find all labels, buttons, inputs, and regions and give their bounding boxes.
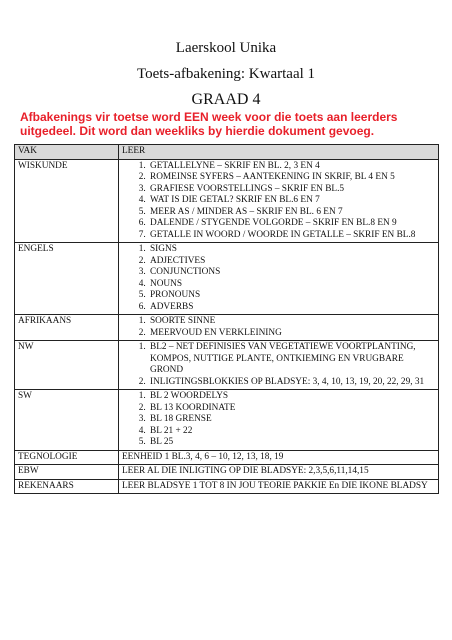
content-cell — [119, 341, 439, 390]
list-item: 1. SIGNS — [148, 244, 435, 256]
subject-cell: EBW — [15, 465, 119, 480]
list-item: 2. MEERVOUD EN VERKLEINING — [148, 328, 435, 340]
subject-cell: TEGNOLOGIE — [15, 450, 119, 465]
list-item: 6. ADVERBS — [148, 302, 435, 314]
list-item: 1. SOORTE SINNE — [148, 316, 435, 328]
list-item: 5. PRONOUNS — [148, 290, 435, 302]
list-item: 1. BL 2 WOORDELYS — [148, 391, 435, 403]
list-item: 1. GETALLELYNE – SKRIF EN BL. 2, 3 EN 4 — [148, 161, 435, 173]
table-row — [15, 479, 439, 494]
content-cell — [119, 390, 439, 451]
table-row — [15, 341, 439, 390]
list-item: 4. NOUNS — [148, 279, 435, 291]
table-row — [15, 390, 439, 451]
list-item: 5. BL 25 — [148, 437, 435, 449]
list-item: 6. DALENDE / STYGENDE VOLGORDE – SKRIF EN BL.8 EN 9 — [148, 218, 435, 230]
topic-list — [122, 342, 435, 388]
subject-cell: AFRIKAANS — [15, 315, 119, 341]
list-item: 3. GRAFIESE VOORSTELLINGS – SKRIF EN BL.5 — [148, 184, 435, 196]
list-item: 2. ADJECTIVES — [148, 256, 435, 268]
topic-list — [122, 161, 435, 242]
content-cell — [119, 159, 439, 243]
table-row — [15, 159, 439, 243]
subject-cell: REKENAARS — [15, 479, 119, 494]
topic-list — [122, 391, 435, 449]
list-item: 1. BL2 – NET DEFINISIES VAN VEGETATIEWE VOORTPLANTING, KOMPOS, NUTTIGE PLANTE, ONTKIEMING EN VRUGBARE GROND — [148, 342, 435, 377]
list-item: 2. INLIGTINGSBLOKKIES OP BLADSYE: 3, 4, 10, 13, 19, 20, 22, 29, 31 — [148, 377, 435, 389]
content-cell: EENHEID 1 BL.3, 4, 6 – 10, 12, 13, 18, 19 — [119, 450, 439, 465]
school-name: Laerskool Unika — [175, 40, 277, 56]
table-row — [15, 315, 439, 341]
content-cell: LEER AL DIE INLIGTING OP DIE BLADSYE: 2,3,5,6,11,14,15 — [119, 465, 439, 480]
list-item: 3. CONJUNCTIONS — [148, 267, 435, 279]
table-row — [15, 450, 439, 465]
topic-list — [122, 244, 435, 313]
table-row — [15, 243, 439, 315]
subject-cell: NW — [15, 341, 119, 390]
grade-heading: GRAAD 4 — [191, 91, 261, 108]
content-cell: LEER BLADSYE 1 TOT 8 IN JOU TEORIE PAKKIE En DIE IKONE BLADSY — [119, 479, 439, 494]
content-cell — [119, 243, 439, 315]
scope-table — [14, 144, 439, 494]
table-header-row — [15, 145, 439, 160]
list-item: 4. BL 21 + 22 — [148, 426, 435, 438]
header-learn: LEER — [119, 145, 439, 160]
list-item: 2. BL 13 KOORDINATE — [148, 403, 435, 415]
subject-cell: WISKUNDE — [15, 159, 119, 243]
content-cell — [119, 315, 439, 341]
table-row — [15, 465, 439, 480]
header-subject: VAK — [15, 145, 119, 160]
notice-text: Afbakenings vir toetse word EEN week voor die toets aan leerders uitgedeel. Dit word dan weekliks by hierdie dokument gevoeg. — [20, 110, 398, 138]
topic-list — [122, 316, 435, 339]
list-item: 4. WAT IS DIE GETAL? SKRIF EN BL.6 EN 7 — [148, 195, 435, 207]
list-item: 2. ROMEINSE SYFERS – AANTEKENING IN SKRIF, BL 4 EN 5 — [148, 172, 435, 184]
list-item: 3. BL 18 GRENSE — [148, 414, 435, 426]
subject-cell: ENGELS — [15, 243, 119, 315]
list-item: 5. MEER AS / MINDER AS – SKRIF EN BL. 6 EN 7 — [148, 207, 435, 219]
subject-cell: SW — [15, 390, 119, 451]
document-subtitle: Toets-afbakening: Kwartaal 1 — [136, 66, 316, 82]
list-item: 7. GETALLE IN WOORD / WOORDE IN GETALLE – SKRIF EN BL.8 — [148, 230, 435, 242]
